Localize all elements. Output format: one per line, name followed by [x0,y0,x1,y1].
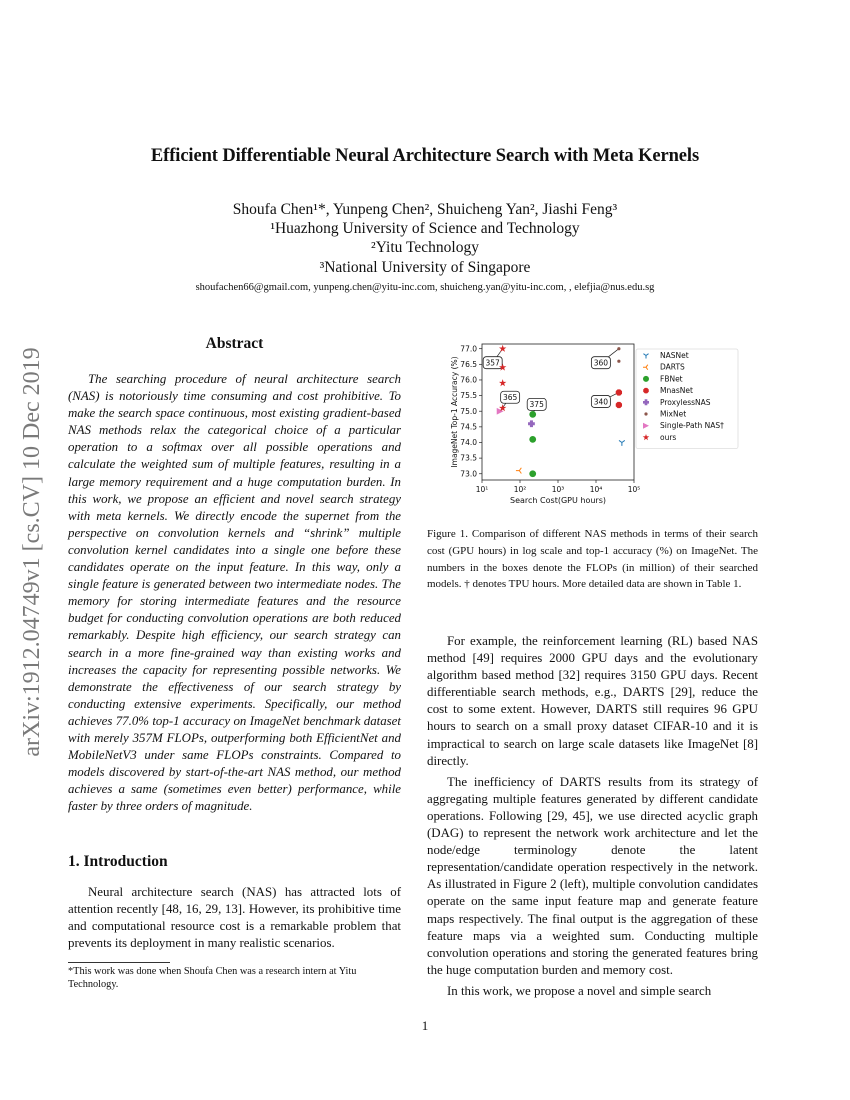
legend-label: ours [660,432,677,442]
author-emails: shoufachen66@gmail.com, yunpeng.chen@yitu-inc.com, shuicheng.yan@yitu-inc.com, , elefjia@nus.edu.sg [195,282,655,293]
y-tick-label: 74.0 [460,438,477,448]
abstract-text: The searching procedure of neural architecture search (NAS) is notoriously time consuming and cost prohibitive. To make the search space continuous, most existing gradient-based NAS methods relax the categorical choice of a particular operation to a softmax over all possible operations and calculate the weighted sum of multiple features, resulting in a large memory requirement and a huge computation burden. In this work, we propose an efficient and novel search strategy with meta kernels. We directly encode the supernet from the perspective on convolution kernels and “shrink” multiple convolution kernel candidates into a single one before these candidates operate on the input feature. In this way, only a single feature is generated between two intermediate nodes. The memory for storing intermediate features and the resource budget for conducting convolution operations are both reduced remarkably. Despite high efficiency, our search strategy can search in a more fine-grained way than existing works and increases the capacity for representing possible networks. We demonstrate the effectiveness of our search strategy by conducting extensive experiments. Specifically, our method achieves 77.0% top-1 accuracy on ImageNet benchmark dataset with merely 357M FLOPs, outperforming both EfficientNet and MobileNetV3 under same FLOPs constraints. Compared to models discovered by start-of-the-art NAS method, our method achieves a same (sometimes even better) performance, while faster by three orders of magnitude. [68,372,401,814]
affiliation-2: ²Yitu Technology [371,239,479,257]
legend-label: FBNet [660,374,683,384]
page-number: 1 [421,1018,429,1033]
data-point [617,347,620,350]
footnote: *This work was done when Shoufa Chen was a research intern at Yitu Technology. [68,966,357,991]
annotation-label: 357 [485,358,500,368]
annotation-label: 360 [593,358,609,368]
legend-label: DARTS [660,362,685,372]
body-paragraph-2: The inefficiency of DARTS results from its strategy of aggregating multiple features generated by different candidate operations. Following [29, 45], we use directed acyclic graph (DAG) to represent the network work architecture and let the node/edge terminology denote the latent representation/candidate operation respectively in the network. As illustrated in Figure 2 (left), multiple convolution candidates operate on the same input feature map and generate feature maps respectively. The final output is the aggregation of these feature maps via a weighted sum. Conducting multiple convolution operations and storing the generated features bring the huge computation burden and memory cost. [427,774,758,977]
data-point [499,379,506,386]
intro-text: Neural architecture search (NAS) has attracted lots of attention recently [48, 16, 29, 13]. However, its prohibitive time and computational resource cost is a remarkable problem that prevents its deployment in many realistic scenarios. [68,885,401,951]
x-axis-label: Search Cost(GPU hours) [510,496,606,505]
x-tick-label: 10¹ [475,485,489,494]
legend-marker [643,388,649,394]
right-column-text [427,633,758,1000]
x-tick-label: 10² [513,485,527,494]
authors-line: Shoufa Chen¹*, Yunpeng Chen², Shuicheng Yan², Jiashi Feng³ [232,201,618,218]
y-tick-label: 75.5 [460,391,477,401]
arxiv-stamp: arXiv:1912.04749v1 [cs.CV] 10 Dec 2019 [19,347,45,757]
author-block [0,200,850,277]
data-point [616,402,622,408]
y-tick-label: 73.5 [460,453,477,463]
paper-title: Efficient Differentiable Neural Architecture Search with Meta Kernels [150,146,700,166]
legend-marker [644,412,647,415]
footnote-rule [68,962,170,963]
data-point [529,411,536,418]
legend-label: MnasNet [660,386,693,396]
y-tick-label: 77.0 [460,344,477,354]
y-tick-label: 74.5 [460,422,477,432]
abstract-heading: Abstract [205,335,264,352]
legend-label: Single-Path NAS† [660,421,724,431]
legend-label: ProxylessNAS [660,397,711,407]
y-tick-label: 75.0 [460,406,477,416]
x-tick-label: 10³ [551,485,565,494]
data-point [516,468,521,474]
data-point [529,470,536,477]
figure-caption: Figure 1. Comparison of different NAS methods in terms of their search cost (GPU hours) in log scale and top-1 accuracy (%) on ImageNet. The numbers in the boxes denote the FLOPs (in million) of their searched models. † denotes TPU hours. More detailed data are shown in Table 1. [427,528,758,591]
data-point [616,389,622,395]
affiliation-1: ¹Huazhong University of Science and Technology [270,220,580,238]
data-point [499,345,506,352]
y-tick-label: 76.5 [460,359,477,369]
data-point [617,360,620,363]
legend-label: MixNet [660,409,687,419]
y-axis-label: ImageNet Top-1 Accuracy (%) [450,356,459,468]
annotation-label: 340 [593,397,609,407]
intro-heading: 1. Introduction [68,853,168,870]
body-paragraph-1: For example, the reinforcement learning (RL) based NAS method [49] requires 2000 GPU days and the evolutionary algorithm based method [32] requires 3150 GPU days. Recent differentiable search methods, e.g., DARTS [29], reduce the cost to some extent. However, DARTS still requires 96 GPU hours to search on a small proxy dataset CIFAR-10 and it is impractical to search on large scale datasets like ImageNet [8] directly. [427,634,758,768]
y-tick-label: 76.0 [460,375,477,385]
data-point [529,436,536,443]
y-tick-label: 73.0 [460,469,477,479]
data-point [528,420,535,427]
affiliation-3: ³National University of Singapore [319,258,531,276]
annotation-label: 375 [529,400,544,410]
legend-marker [643,376,649,382]
annotation-label: 365 [502,393,518,403]
legend-label: NASNet [660,351,689,360]
body-paragraph-3: In this work, we propose a novel and simple search [447,983,712,998]
plot-frame [482,344,634,480]
figure-1-chart [440,338,760,508]
x-tick-label: 10⁴ [589,485,603,494]
data-point [619,440,625,445]
x-tick-label: 10⁵ [627,485,641,494]
